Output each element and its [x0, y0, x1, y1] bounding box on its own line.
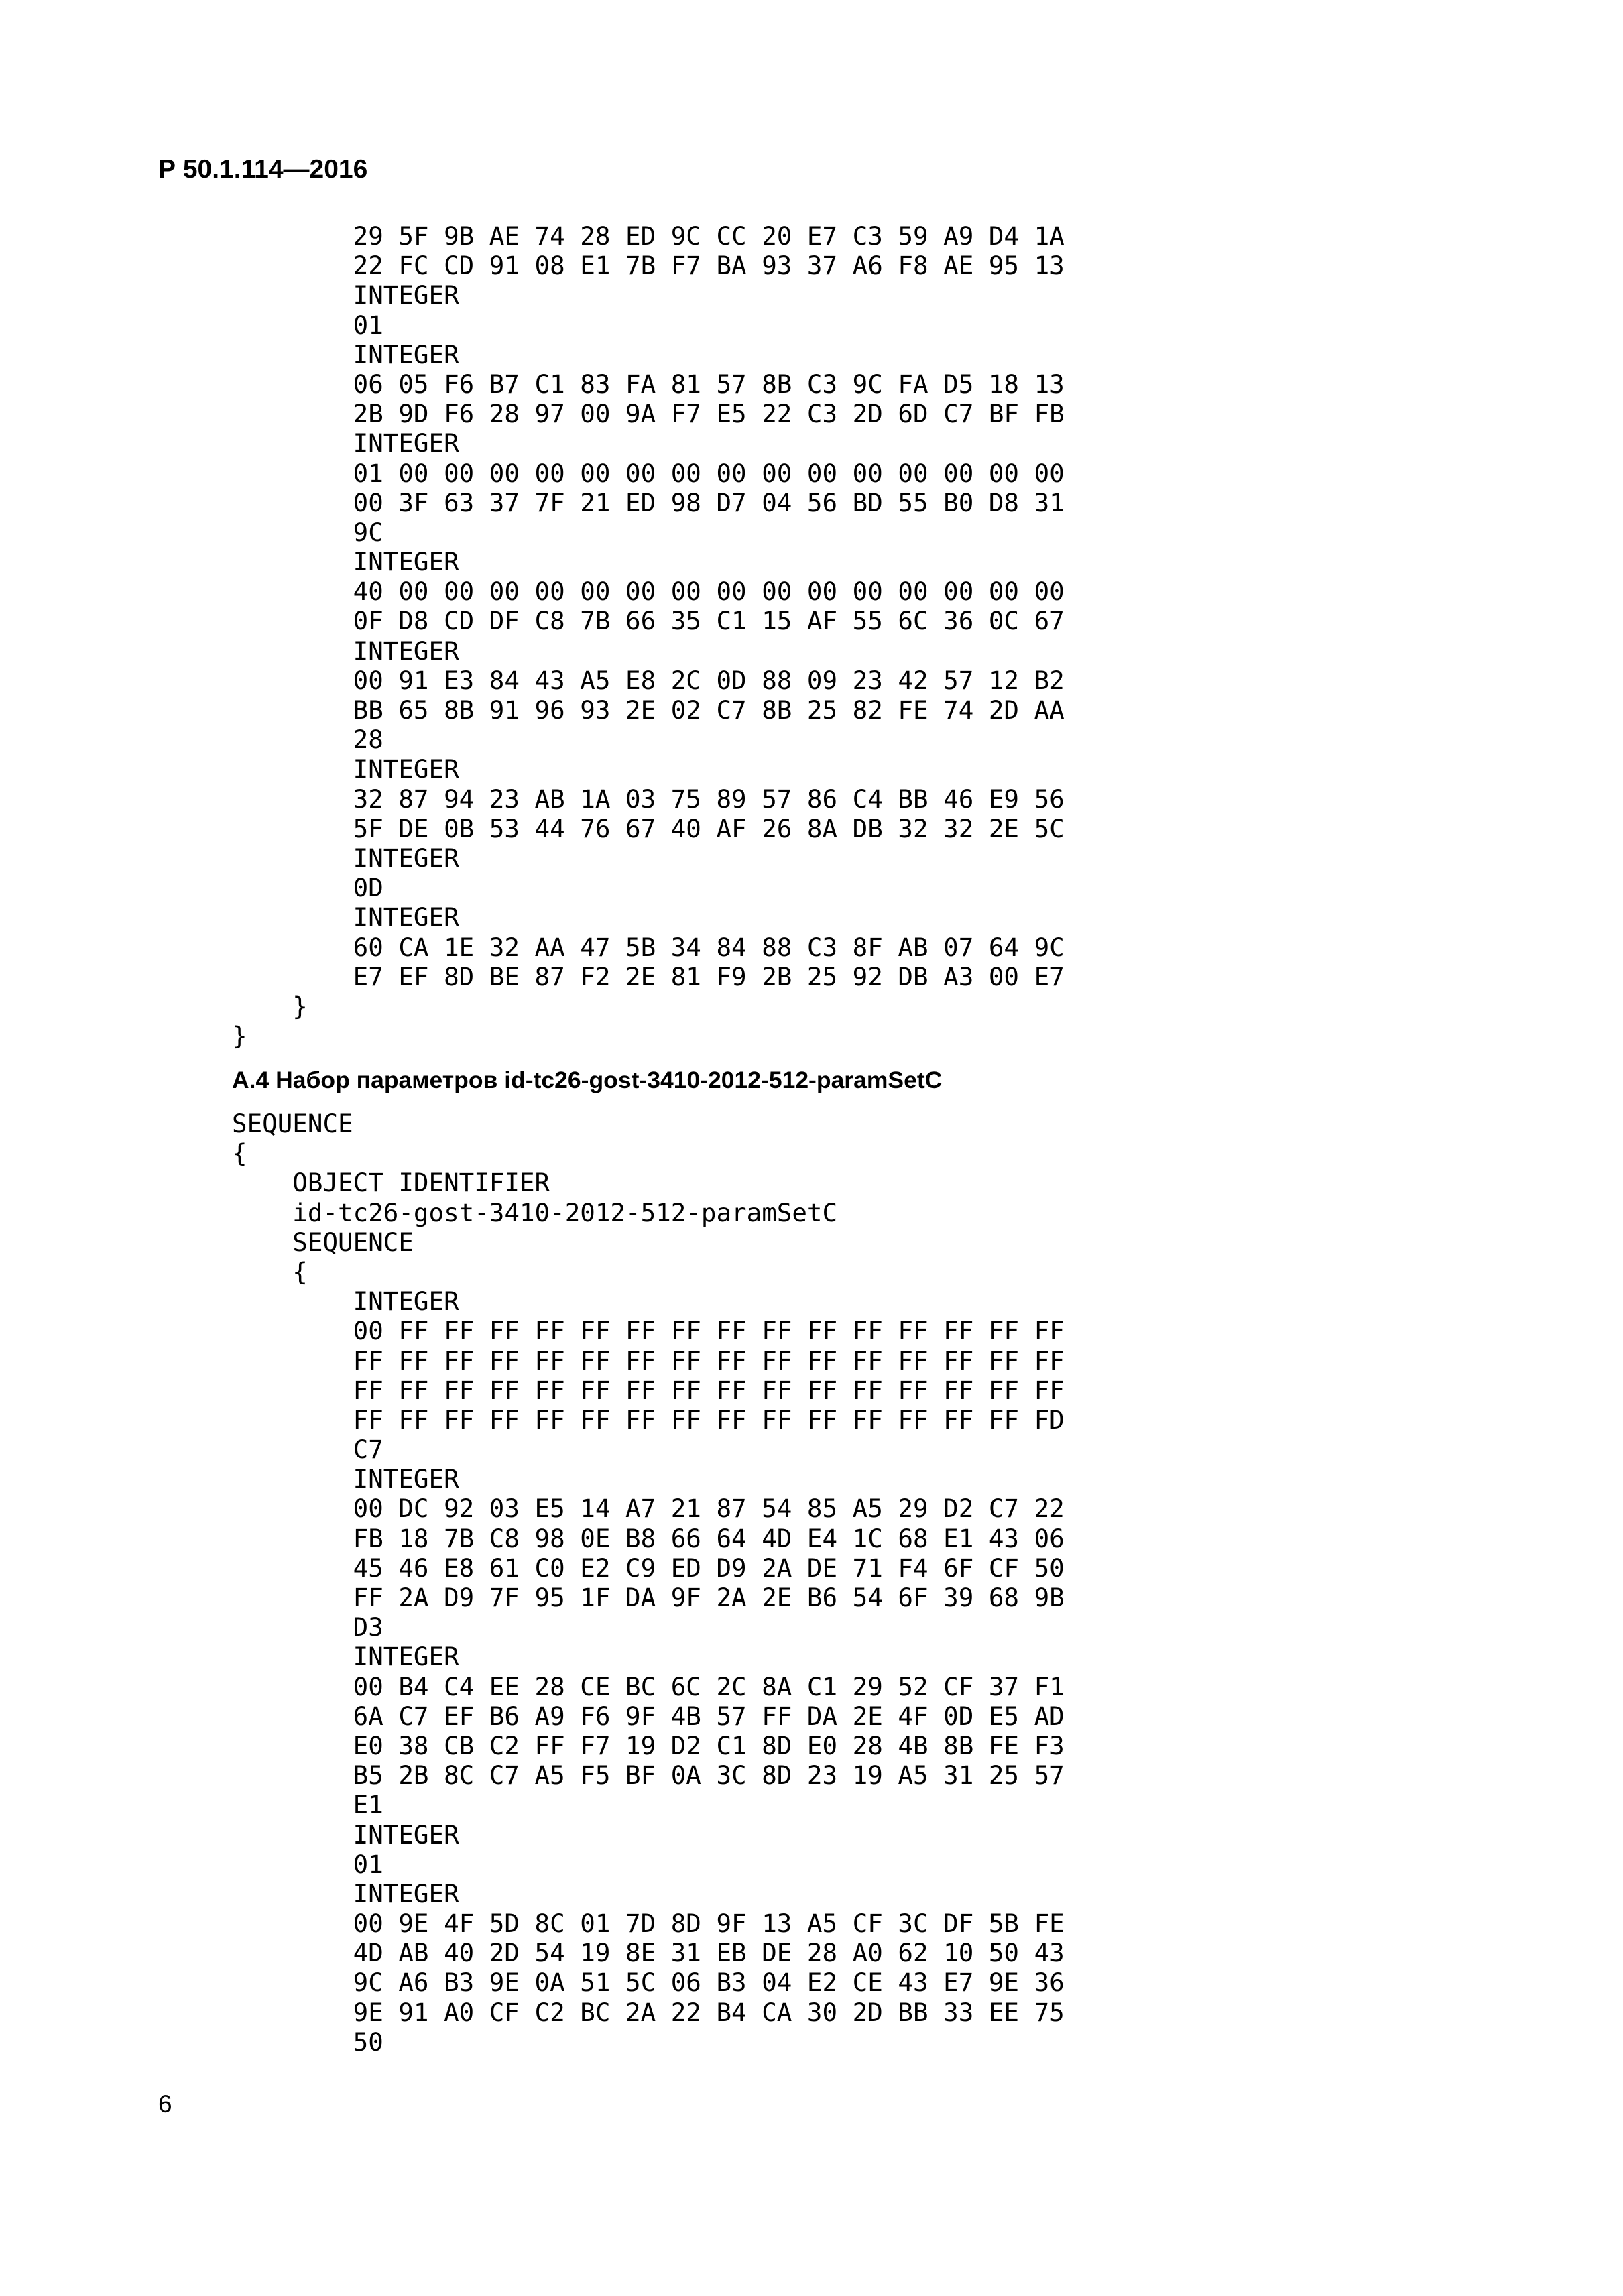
code-line: 40 00 00 00 00 00 00 00 00 00 00 00 00 00 00 00 [232, 577, 1065, 607]
code-line: INTEGER [232, 1819, 459, 1850]
code-line: SEQUENCE [232, 1109, 353, 1138]
code-line: OBJECT IDENTIFIER [232, 1168, 550, 1198]
code-line: 9C A6 B3 9E 0A 51 5C 06 B3 04 E2 CE 43 E7 9E 36 [232, 1968, 1065, 1998]
code-line: SEQUENCE [232, 1227, 414, 1257]
code-line: INTEGER [232, 754, 459, 784]
code-line: D3 [232, 1612, 383, 1642]
code-line: 06 05 F6 B7 C1 83 FA 81 57 8B C3 9C FA D5 18 13 [232, 369, 1065, 399]
code-line: 00 91 E3 84 43 A5 E8 2C 0D 88 09 23 42 57 12 B2 [232, 665, 1065, 695]
code-line: FF FF FF FF FF FF FF FF FF FF FF FF FF FF FF FF [232, 1345, 1065, 1376]
code-line: 45 46 E8 61 C0 E2 C9 ED D9 2A DE 71 F4 6F CF 50 [232, 1553, 1065, 1583]
code-line: 00 B4 C4 EE 28 CE BC 6C 2C 8A C1 29 52 CF 37 F1 [232, 1671, 1065, 1701]
code-line: FB 18 7B C8 98 0E B8 66 64 4D E4 1C 68 E1 43 06 [232, 1523, 1065, 1553]
code-line: 60 CA 1E 32 AA 47 5B 34 84 88 C3 8F AB 07 64 9C [232, 932, 1065, 962]
code-line: E7 EF 8D BE 87 F2 2E 81 F9 2B 25 92 DB A3 00 E7 [232, 961, 1065, 991]
code-line: FF FF FF FF FF FF FF FF FF FF FF FF FF FF FF FD [232, 1404, 1065, 1435]
asn1-code-block-paramsetc [232, 1109, 1065, 2057]
code-line: id-tc26-gost-3410-2012-512-paramSetC [232, 1197, 838, 1227]
code-line: 5F DE 0B 53 44 76 67 40 AF 26 8A DB 32 32 2E 5C [232, 813, 1065, 843]
code-line: 22 FC CD 91 08 E1 7B F7 BA 93 37 A6 F8 AE 95 13 [232, 251, 1065, 281]
code-line: FF 2A D9 7F 95 1F DA 9F 2A 2E B6 54 6F 39 68 9B [232, 1583, 1065, 1612]
code-line: INTEGER [232, 280, 459, 310]
code-line: 01 00 00 00 00 00 00 00 00 00 00 00 00 00 00 00 [232, 458, 1065, 488]
code-line: 32 87 94 23 AB 1A 03 75 89 57 86 C4 BB 46 E9 56 [232, 784, 1065, 814]
code-line: BB 65 8B 91 96 93 2E 02 C7 8B 25 82 FE 74 2D AA [232, 695, 1065, 725]
code-line: INTEGER [232, 428, 459, 459]
code-line: 4D AB 40 2D 54 19 8E 31 EB DE 28 A0 62 10 50 43 [232, 1938, 1065, 1968]
code-line: B5 2B 8C C7 A5 F5 BF 0A 3C 8D 23 19 A5 31 25 57 [232, 1760, 1065, 1791]
code-line: 00 DC 92 03 E5 14 A7 21 87 54 85 A5 29 D2 C7 22 [232, 1494, 1065, 1524]
code-line: 9E 91 A0 CF C2 BC 2A 22 B4 CA 30 2D BB 33 EE 75 [232, 1997, 1065, 2027]
code-line: INTEGER [232, 843, 459, 873]
code-line: INTEGER [232, 1642, 459, 1672]
code-line: 6A C7 EF B6 A9 F6 9F 4B 57 FF DA 2E 4F 0D E5 AD [232, 1701, 1065, 1731]
code-line: { [232, 1256, 308, 1286]
section-heading-a4: А.4 Набор параметров id-tc26-gost-3410-2012-512-paramSetC [232, 1067, 943, 1093]
code-line: 28 [232, 725, 383, 755]
code-line: FF FF FF FF FF FF FF FF FF FF FF FF FF FF FF FF [232, 1375, 1065, 1405]
code-line: 2B 9D F6 28 97 00 9A F7 E5 22 C3 2D 6D C7 BF FB [232, 399, 1065, 429]
code-line: INTEGER [232, 1878, 459, 1909]
code-line: INTEGER [232, 1286, 459, 1317]
code-line: INTEGER [232, 547, 459, 577]
code-line: C7 [232, 1435, 383, 1465]
code-line: E1 [232, 1790, 383, 1820]
code-line: INTEGER [232, 902, 459, 932]
page-number: 6 [158, 2090, 172, 2118]
code-line: 00 9E 4F 5D 8C 01 7D 8D 9F 13 A5 CF 3C DF 5B FE [232, 1909, 1065, 1939]
code-line: 50 [232, 2027, 383, 2057]
code-line: INTEGER [232, 636, 459, 666]
code-line: } [232, 1021, 247, 1051]
code-line: 00 FF FF FF FF FF FF FF FF FF FF FF FF FF FF FF [232, 1316, 1065, 1346]
code-line: 0D [232, 873, 383, 903]
asn1-code-block-continued [232, 221, 1065, 1050]
code-line: } [232, 991, 308, 1021]
code-line: INTEGER [232, 1464, 459, 1494]
code-line: 29 5F 9B AE 74 28 ED 9C CC 20 E7 C3 59 A9 D4 1A [232, 221, 1065, 251]
code-line: 9C [232, 517, 383, 547]
code-line: 0F D8 CD DF C8 7B 66 35 C1 15 AF 55 6C 36 0C 67 [232, 606, 1065, 636]
code-line: 01 [232, 1849, 383, 1879]
document-header: Р 50.1.114—2016 [158, 155, 368, 184]
code-line: { [232, 1138, 247, 1168]
code-line: INTEGER [232, 339, 459, 369]
code-line: 00 3F 63 37 7F 21 ED 98 D7 04 56 BD 55 B0 D8 31 [232, 487, 1065, 518]
code-line: E0 38 CB C2 FF F7 19 D2 C1 8D E0 28 4B 8B FE F3 [232, 1730, 1065, 1760]
code-line: 01 [232, 310, 383, 340]
